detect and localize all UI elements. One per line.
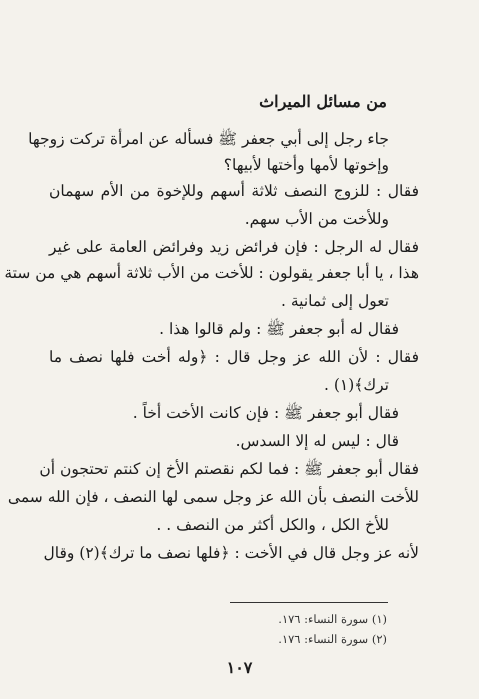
footnote: (١) سورة النساء: ١٧٦.: [278, 612, 387, 626]
body-line: للأخت النصف بأن الله عز وجل سمى لها النصف ، فإن الله سمى: [7, 488, 419, 506]
body-line: وللأخت من الأب سهم.: [244, 210, 389, 228]
body-line: وإخوتها لأمها وأختها لأبيها؟: [223, 156, 389, 174]
page-number: ١٠٧: [226, 658, 253, 677]
body-line: فقال له أبو جعفر ﷺ : ولم قالوا هذا .: [159, 320, 399, 338]
body-line: ترك﴾(١) .: [323, 376, 389, 394]
body-line: فقال أبو جعفر ﷺ : فما لكم نقصتم الأخ إن كنتم تحتجون أن: [39, 460, 419, 478]
body-line: جاء رجل إلى أبي جعفر ﷺ فسأله عن امرأة تركت زوجها: [28, 130, 389, 148]
body-line: فقال أبو جعفر ﷺ : فإن كانت الأخت أخاً .: [132, 404, 399, 422]
body-line: فقال له الرجل : فإن فرائض زيد وفرائض العامة على غير: [49, 238, 419, 256]
body-line: لأنه عز وجل قال في الأخت : ﴿فلها نصف ما ترك﴾(٢) وقال: [43, 544, 419, 562]
footnote: (٢) سورة النساء: ١٧٦.: [278, 632, 387, 646]
body-line: فقال : لأن الله عز وجل قال : ﴿وله أخت فلها نصف ما: [49, 348, 419, 366]
body-line: تعول إلى ثمانية .: [280, 292, 389, 310]
body-line: للأخ الكل ، والكل أكثر من النصف . .: [156, 516, 389, 534]
body-line: هذا ، يا أبا جعفر يقولون : للأخت من الأب ثلاثة أسهم هي من ستة: [4, 264, 419, 282]
section-heading: من مسائل الميراث: [259, 92, 387, 111]
body-line: فقال : للزوج النصف ثلاثة أسهم وللإخوة من الأم سهمان: [49, 182, 419, 200]
body-line: قال : ليس له إلا السدس.: [235, 432, 399, 450]
footnote-divider: [230, 602, 388, 603]
